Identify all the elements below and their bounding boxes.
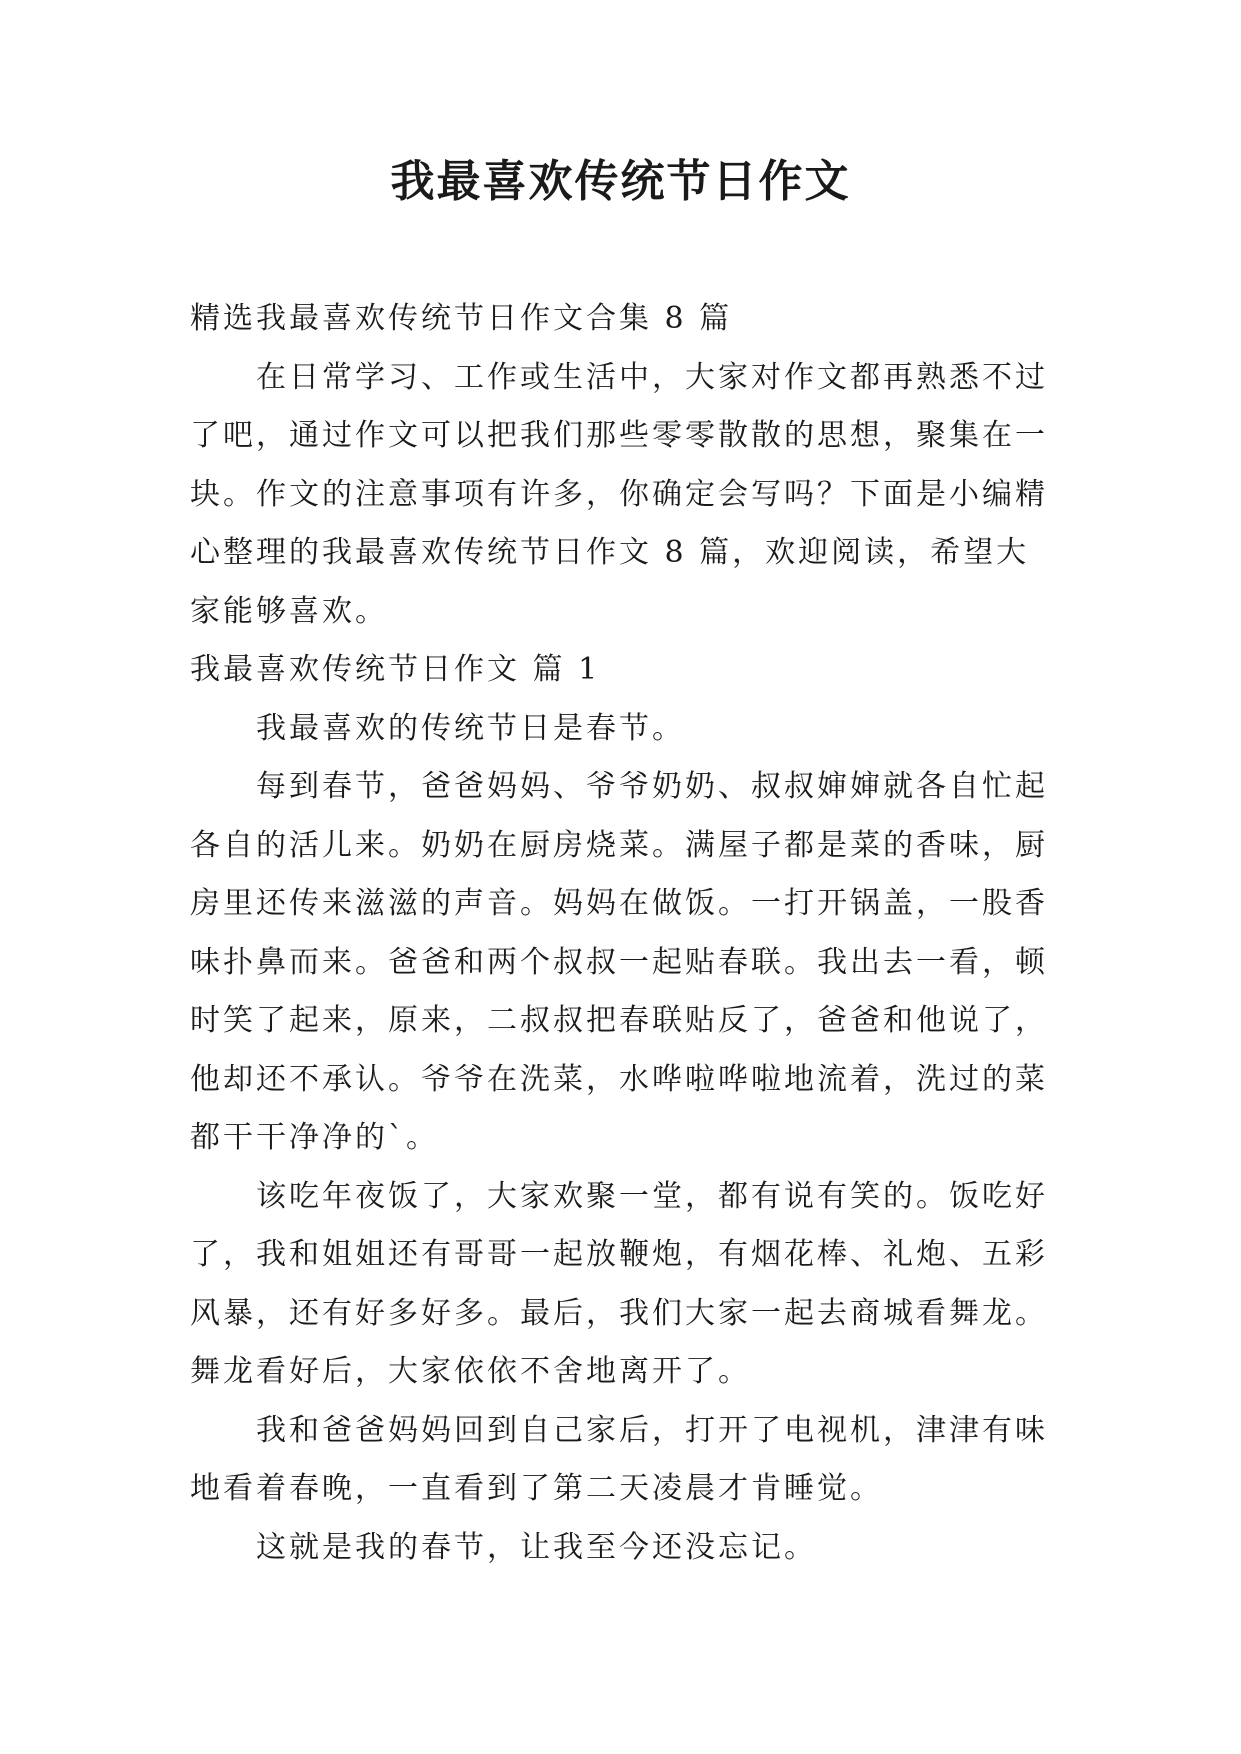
intro-paragraph: 在日常学习、工作或生活中，大家对作文都再熟悉不过了吧，通过作文可以把我们那些零零散散的思想，聚集在一块。作文的注意事项有许多，你确定会写吗？下面是小编精心整理的我最喜欢传统节日作文 8 篇，欢迎阅读，希望大家能够喜欢。 <box>190 359 1048 629</box>
body-paragraph: 每到春节，爸爸妈妈、爷爷奶奶、叔叔婶婶就各自忙起各自的活儿来。奶奶在厨房烧菜。满屋子都是菜的香味，厨房里还传来滋滋的声音。妈妈在做饭。一打开锅盖，一股香味扑鼻而来。爸爸和两个叔叔一起贴春联。我出去一看，顿时笑了起来，原来，二叔叔把春联贴反了，爸爸和他说了，他却还不承认。爷爷在洗菜，水哗啦哗啦地流着，洗过的菜都干干净净的`。 <box>190 769 1048 1155</box>
document-body <box>190 290 1050 1577</box>
body-paragraph: 我最喜欢的传统节日是春节。 <box>256 710 685 746</box>
body-paragraph: 这就是我的春节，让我至今还没忘记。 <box>256 1529 817 1565</box>
body-paragraph: 我和爸爸妈妈回到自己家后，打开了电视机，津津有味地看着春晚，一直看到了第二天凌晨才肯睡觉。 <box>190 1412 1048 1506</box>
essay-heading: 我最喜欢传统节日作文 篇 1 <box>190 652 601 687</box>
body-paragraph: 该吃年夜饭了，大家欢聚一堂，都有说有笑的。饭吃好了，我和姐姐还有哥哥一起放鞭炮，有烟花棒、礼炮、五彩风暴，还有好多好多。最后，我们大家一起去商城看舞龙。舞龙看好后，大家依依不舍地离开了。 <box>190 1178 1048 1389</box>
collection-subtitle: 精选我最喜欢传统节日作文合集 8 篇 <box>190 301 733 336</box>
document-title: 我最喜欢传统节日作文 <box>390 156 851 207</box>
